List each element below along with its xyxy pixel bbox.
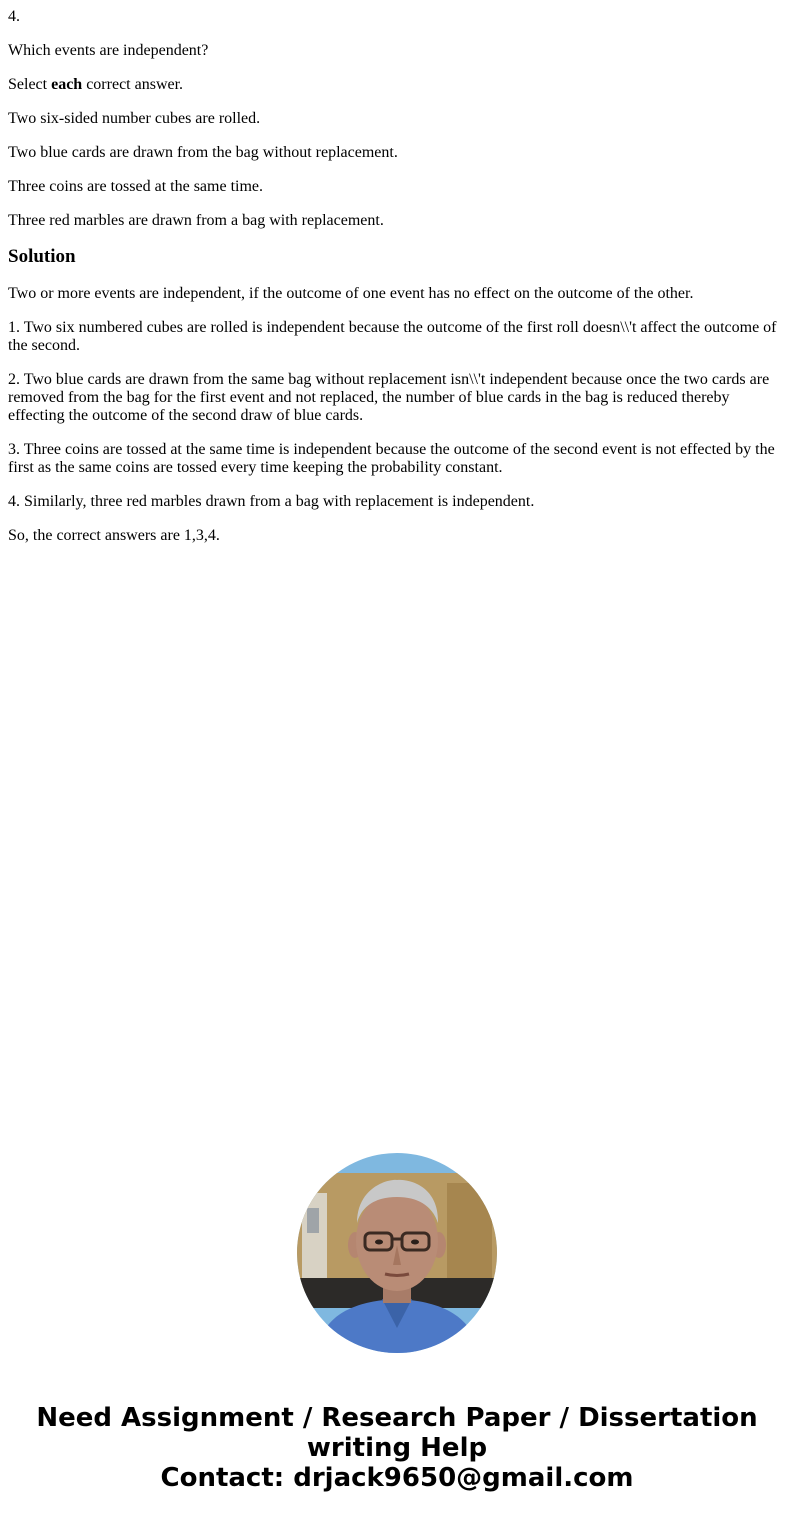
solution-heading: Solution — [8, 246, 76, 267]
contact-footer — [0, 1403, 794, 1493]
solution-paragraph: 4. Similarly, three red marbles drawn from a bag with replacement is independent. — [8, 493, 535, 510]
document-body — [8, 8, 786, 561]
solution-paragraph: So, the correct answers are 1,3,4. — [8, 527, 220, 544]
footer-contact: Contact: drjack9650@gmail.com — [160, 1463, 634, 1493]
question-number: 4. — [8, 8, 20, 25]
answer-option: Three red marbles are drawn from a bag with replacement. — [8, 212, 384, 229]
solution-paragraph: 3. Three coins are tossed at the same time is independent because the outcome of the second event is not effected by the first as the same coins are tossed every time keeping the probability constant. — [8, 441, 775, 476]
solution-paragraph: 2. Two blue cards are drawn from the same bag without replacement isn\\'t independent because once the two cards are removed from the bag for the first event and not replaced, the number of blue cards in the bag is reduced thereby effecting the outcome of the second draw of blue cards. — [8, 371, 770, 424]
avatar — [297, 1153, 497, 1353]
question-prompt: Which events are independent? — [8, 42, 209, 59]
answer-option: Two six-sided number cubes are rolled. — [8, 110, 261, 127]
footer-line: writing Help — [306, 1433, 488, 1463]
answer-option: Two blue cards are drawn from the bag without replacement. — [8, 144, 398, 161]
instruction-emphasis: each — [51, 76, 83, 93]
solution-paragraph: 1. Two six numbered cubes are rolled is independent because the outcome of the first roll doesn\\'t affect the outcome of the second. — [8, 319, 777, 354]
instruction-prefix: Select — [8, 76, 52, 93]
footer-line: Need Assignment / Research Paper / Dissertation — [36, 1403, 758, 1433]
question-instruction — [8, 76, 786, 94]
instruction-suffix: correct answer. — [82, 76, 184, 93]
person-portrait-icon — [297, 1153, 497, 1353]
solution-paragraph: Two or more events are independent, if the outcome of one event has no effect on the outcome of the other. — [8, 285, 694, 302]
answer-option: Three coins are tossed at the same time. — [8, 178, 264, 195]
